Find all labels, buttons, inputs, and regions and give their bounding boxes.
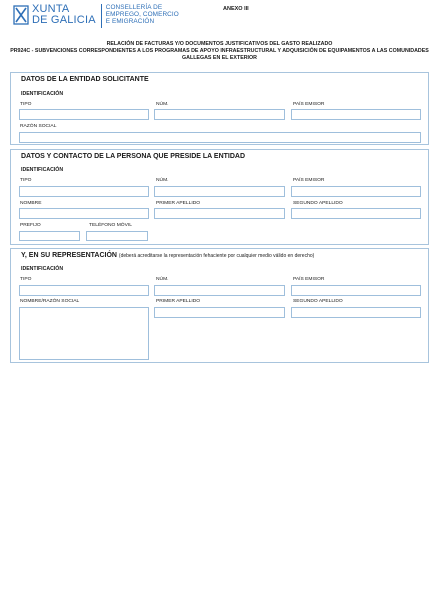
logo-line1: XUNTA (32, 3, 70, 15)
pais-emisor-label: PAÍS EMISOR (293, 178, 325, 183)
nombre-razon-social-field[interactable] (19, 307, 149, 360)
num-label: NÚM. (156, 277, 169, 282)
representation-note: (deberá acreditarse la representación fehaciente por cualquier medio válido en derecho) (118, 253, 315, 259)
dept-line2: EMPREGO, COMERCIO (105, 11, 179, 19)
pais-emisor-label: PAÍS EMISOR (293, 102, 325, 107)
num-label: NÚM. (156, 102, 169, 107)
segundo-apellido-label: SEGUNDO APELLIDO (293, 299, 343, 304)
prefijo-label: PREFIJO (20, 223, 41, 228)
section-applicant-entity (10, 72, 429, 145)
segundo-apellido-label: SEGUNDO APELLIDO (293, 201, 343, 206)
num-label: NÚM. (156, 178, 169, 183)
department-name (106, 4, 179, 26)
tipo-label: TIPO (20, 102, 32, 107)
logo-line2: DE GALICIA (32, 14, 96, 26)
logo-wordmark (32, 4, 96, 26)
section-title: DATOS Y CONTACTO DE LA PERSONA QUE PRESIDE LA ENTIDAD (21, 153, 246, 160)
subsection-identification: IDENTIFICACIÓN (21, 266, 64, 272)
primer-apellido-label: PRIMER APELLIDO (156, 299, 201, 304)
primer-apellido-field[interactable] (154, 307, 285, 318)
title-line1: RELACIÓN DE FACTURAS Y/O DOCUMENTOS JUSTIFICATIVOS DEL GASTO REALIZADO (106, 41, 333, 47)
section-title: DATOS DE LA ENTIDAD SOLICITANTE (21, 76, 149, 83)
section-president-contact (10, 149, 429, 245)
razon-social-label: RAZÓN SOCIAL (20, 124, 57, 129)
subsection-identification: IDENTIFICACIÓN (21, 167, 64, 173)
dept-line1: CONSELLERÍA DE (105, 4, 163, 11)
tipo-label: TIPO (20, 178, 32, 183)
title-line3: GALLEGAS EN EL EXTERIOR (182, 55, 257, 61)
primer-apellido-field[interactable] (154, 208, 285, 219)
subsection-identification: IDENTIFICACIÓN (21, 91, 64, 97)
nombre-field[interactable] (19, 208, 149, 219)
dept-line3: E EMIGRACIÓN (105, 18, 155, 26)
xunta-logo (13, 4, 179, 28)
segundo-apellido-field[interactable] (291, 208, 421, 219)
tipo-field[interactable] (19, 186, 149, 197)
num-field[interactable] (154, 109, 285, 120)
section-representative (10, 248, 429, 363)
xunta-emblem-icon (13, 5, 29, 25)
document-titles (8, 41, 431, 62)
segundo-apellido-field[interactable] (291, 307, 421, 318)
nombre-razon-social-label: NOMBRE/RAZÓN SOCIAL (20, 299, 80, 304)
num-field[interactable] (154, 285, 285, 296)
nombre-label: NOMBRE (20, 201, 42, 206)
title-line2: PR924C - SUBVENCIONES CORRESPONDIENTES A LOS PROGRAMAS DE APOYO INFRAESTRUCTURAL Y ADQUISICIÓN DE EQUIPAMENTOS A LAS COMUNIDADES (10, 48, 429, 54)
telefono-movil-field[interactable] (86, 231, 148, 241)
pais-emisor-field[interactable] (291, 285, 421, 296)
tipo-field[interactable] (19, 109, 149, 120)
logo-separator (101, 4, 102, 28)
telefono-movil-label: TELÉFONO MÓVIL (89, 223, 132, 228)
annex-label: ANEXO III (223, 6, 249, 12)
pais-emisor-field[interactable] (291, 186, 421, 197)
section-title (21, 252, 314, 259)
tipo-field[interactable] (19, 285, 149, 296)
section-title-text: Y, EN SU REPRESENTACIÓN (21, 252, 117, 259)
document-header (13, 4, 433, 40)
pais-emisor-label: PAÍS EMISOR (293, 277, 325, 282)
num-field[interactable] (154, 186, 285, 197)
primer-apellido-label: PRIMER APELLIDO (156, 201, 201, 206)
tipo-label: TIPO (20, 277, 32, 282)
razon-social-field[interactable] (19, 132, 421, 143)
prefijo-field[interactable] (19, 231, 80, 241)
pais-emisor-field[interactable] (291, 109, 421, 120)
